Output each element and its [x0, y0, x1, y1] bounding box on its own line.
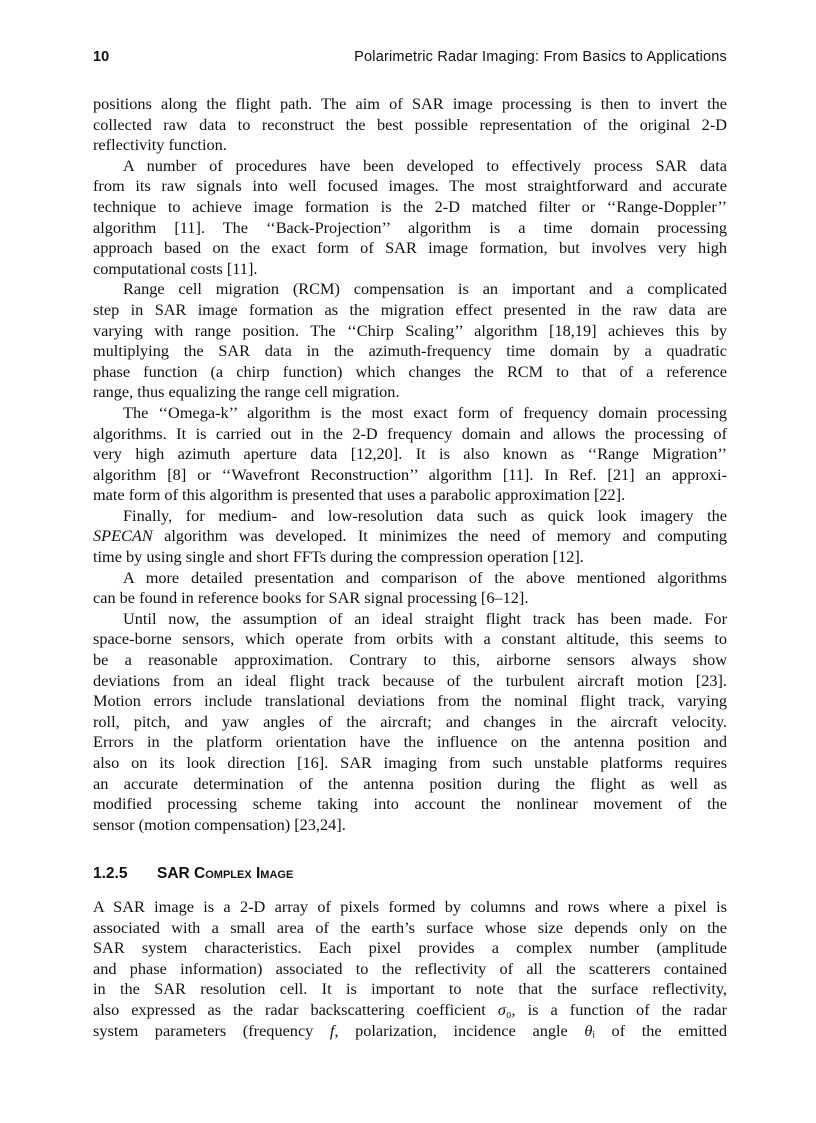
paragraph — [93, 403, 727, 506]
text-line: sensor (motion compensation) [23,24]. — [93, 814, 346, 834]
text-line: approach based on the exact form of SAR image formation, but involves very high — [93, 238, 727, 258]
text-line: multiplying the SAR data in the azimuth-frequency time domain by a quadratic — [93, 341, 727, 361]
section-title: SAR Complex Image — [157, 865, 294, 882]
text-line: The ‘‘Omega-k’’ algorithm is the most exact form of frequency domain processing — [123, 402, 727, 422]
text-line: and phase information) associated to the reflectivity of all the scatterers contained — [93, 958, 727, 978]
text-line: mate form of this algorithm is presented that uses a parabolic approximation [22]. — [93, 485, 626, 505]
text-line: phase function (a chirp function) which changes the RCM to that of a reference — [93, 361, 727, 381]
text-line: technique to achieve image formation is the 2-D matched filter or ‘‘Range-Doppler’’ — [93, 196, 727, 216]
text-line: be a reasonable approximation. Contrary to this, airborne sensors always show — [93, 650, 727, 670]
paragraph — [93, 568, 727, 609]
section-number: 1.2.5 — [93, 865, 128, 882]
text-line: an accurate determination of the antenna position during the flight as well as — [93, 773, 727, 793]
paragraph — [93, 94, 727, 156]
text-line: also expressed as the radar backscattering coefficient σ₀, is a function of the radar — [93, 999, 727, 1019]
text-line: associated with a small area of the earth’s surface whose size depends only on the — [93, 917, 727, 937]
text-line: SPECAN algorithm was developed. It minimizes the need of memory and computing — [93, 526, 727, 546]
text-line: Errors in the platform orientation have the influence on the antenna position and — [93, 732, 727, 752]
paragraph — [93, 506, 727, 568]
paragraph — [93, 609, 727, 836]
italic-term: θ — [584, 1020, 593, 1040]
text-line: Finally, for medium- and low-resolution data such as quick look imagery the — [123, 505, 727, 525]
section-heading — [93, 865, 293, 883]
text-line: from its raw signals into well focused images. The most straightforward and accurate — [93, 176, 727, 196]
text-line: algorithm [11]. The ‘‘Back-Projection’’ algorithm is a time domain processing — [93, 217, 727, 237]
italic-term: σ — [497, 999, 506, 1019]
text-line: A SAR image is a 2-D array of pixels formed by columns and rows where a pixel is — [93, 897, 727, 916]
text-line: A more detailed presentation and comparison of the above mentioned algorithms — [123, 567, 727, 587]
body-text — [93, 94, 727, 835]
paragraph — [93, 279, 727, 403]
text-line: very high azimuth aperture data [12,20]. It is also known as ‘‘Range Migration’’ — [93, 444, 727, 464]
text-line: Until now, the assumption of an ideal straight flight track has been made. For — [123, 608, 727, 628]
running-title: Polarimetric Radar Imaging: From Basics to Applications — [354, 49, 727, 65]
text-line: modified processing scheme taking into account the nonlinear movement of the — [93, 794, 727, 814]
text-line: varying with range position. The ‘‘Chirp Scaling’’ algorithm [18,19] achieves this by — [93, 320, 727, 340]
text-line: Motion errors include translational deviations from the nominal flight track, varying — [93, 691, 727, 711]
text-line: reflectivity function. — [93, 135, 227, 155]
text-line: algorithm [8] or ‘‘Wavefront Reconstruction’’ algorithm [11]. In Ref. [21] an approxi- — [93, 464, 727, 484]
text-line: computational costs [11]. — [93, 258, 258, 278]
text-line: range, thus equalizing the range cell migration. — [93, 382, 400, 402]
text-line: positions along the flight path. The aim of SAR image processing is then to invert the — [93, 94, 727, 113]
text-line: algorithms. It is carried out in the 2-D frequency domain and allows the processing of — [93, 423, 727, 443]
text-line: A number of procedures have been developed to effectively process SAR data — [123, 155, 727, 175]
italic-term: SPECAN — [93, 526, 153, 546]
text-line: deviations from an ideal flight track because of the turbulent aircraft motion [23]. — [93, 670, 727, 690]
running-header — [93, 49, 727, 69]
text-line: also on its look direction [16]. SAR imaging from such unstable platforms requires — [93, 753, 727, 772]
paragraph — [93, 156, 727, 280]
text-line: can be found in reference books for SAR signal processing [6–12]. — [93, 588, 529, 608]
paragraph — [93, 897, 727, 1041]
text-line: Range cell migration (RCM) compensation is an important and a complicated — [123, 279, 727, 299]
page-number: 10 — [93, 49, 110, 65]
text-line: space-borne sensors, which operate from orbits with a constant altitude, this seems to — [93, 629, 727, 649]
text-line: system parameters (frequency f, polarization, incidence angle θᵢ of the emitted — [93, 1020, 728, 1040]
italic-term: f — [329, 1020, 335, 1040]
text-line: collected raw data to reconstruct the best possible representation of the original 2-D — [93, 114, 727, 134]
text-line: step in SAR image formation as the migration effect presented in the raw data are — [93, 299, 727, 319]
text-line: in the SAR resolution cell. It is important to note that the surface reflectivity, — [93, 979, 727, 999]
section-body-text — [93, 897, 727, 1041]
text-line: roll, pitch, and yaw angles of the aircraft; and changes in the aircraft velocity. — [93, 711, 727, 731]
text-line: SAR system characteristics. Each pixel provides a complex number (amplitude — [93, 938, 727, 958]
text-line: time by using single and short FFTs during the compression operation [12]. — [93, 547, 584, 567]
